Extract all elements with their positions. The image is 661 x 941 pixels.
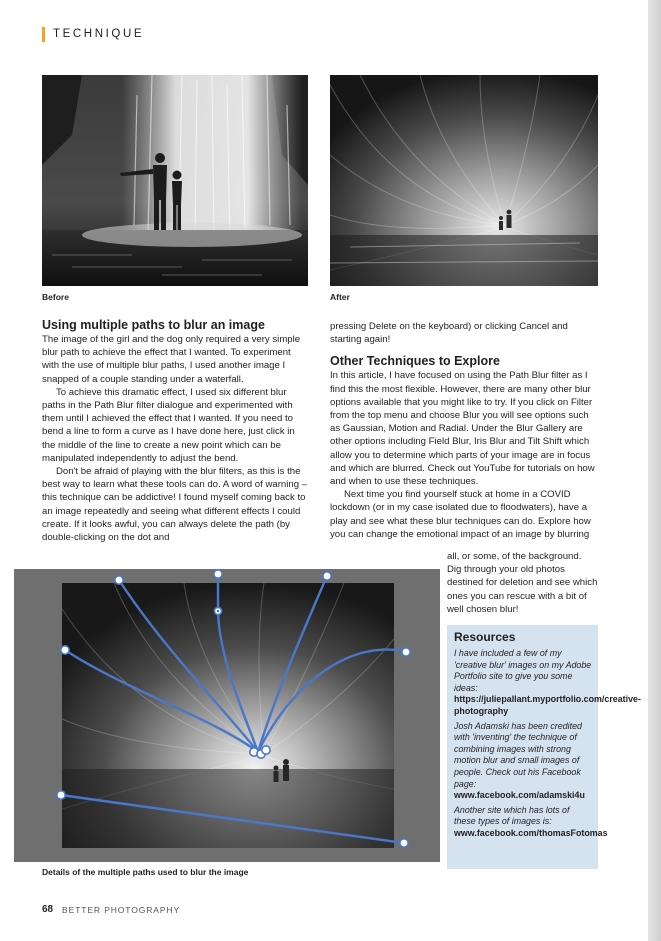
left-paragraph-3: Don't be afraid of playing with the blur filters, as this is the best way to learn what these tools can do. A word of warning – this technique can be addictive! I found myself coming back to an image repeatedly and seeing what different effects I could create. If it looks awful, you can always delete the path (by double-clicking on the dot and <box>42 466 308 544</box>
before-caption: Before <box>42 292 69 302</box>
right-column <box>330 320 598 541</box>
resources-item-thomas: Another site which has lots of these types of images is: www.facebook.com/thomasFotomas <box>454 804 608 838</box>
right-column-continued <box>447 550 598 616</box>
resources-item-portfolio: I have included a few of my 'creative blur' images on my Adobe Portfolio site to give you some ideas: https://juliepallant.myportfolio.com/creative-photography <box>454 648 641 716</box>
left-column <box>42 318 308 544</box>
left-paragraph-2: To achieve this dramatic effect, I used six different blur paths in the Path Blur filter dialogue and experimented with them until I achieved the effect that I wanted. If you need to bend a line to form a curve as I have done here, just click in the middle of the line to create a new point which can be manipulated independently to adjust the bend. <box>42 386 295 464</box>
thomas-link[interactable]: www.facebook.com/thomasFotomas <box>454 827 608 838</box>
left-paragraph-1: The image of the girl and the dog only required a very simple blur path to achieve the effect that I wanted. To experiment with the use of multiple blur paths, I used another image I snapped of a couple standing under a waterfall. <box>42 334 301 385</box>
adamski-link[interactable]: www.facebook.com/adamski4u <box>454 790 585 801</box>
details-photo <box>14 569 440 862</box>
resources-title: Resources <box>454 630 516 644</box>
right-paragraph-0: pressing Delete on the keyboard) or clicking Cancel and starting again! <box>330 321 568 346</box>
magazine-name: BETTER PHOTOGRAPHY <box>62 905 181 915</box>
after-caption: After <box>330 292 350 302</box>
section-accent-bar <box>42 27 45 42</box>
resources-item-adamski: Josh Adamski has been credited with 'inventing' the technique of combining images with strong motion blur and small images of people. Check out his Facebook page: www.facebook.com/adamski4u <box>454 720 585 801</box>
resources-box <box>447 625 641 869</box>
right-paragraph-1: In this article, I have focused on using the Path Blur filter as I find this the most flexible. However, there are many other blur options available that you might like to try. If you click on Filter from the top menu and choose Blur you will see options such as Gaussian, Motion and Radial. Under the Blur Gallery are other options including Field Blur, Iris Blur and Tilt Shift which allow you to determine which parts of your image are in focus and which are blurred. Check out YouTube for tutorials on how and when to use these techniques. <box>330 370 595 488</box>
page-number: 68 <box>42 904 54 915</box>
page-edge-shadow <box>648 0 661 941</box>
section-title: TECHNIQUE <box>53 28 145 40</box>
before-photo <box>42 75 308 286</box>
heading-other-techniques: Other Techniques to Explore <box>330 354 500 369</box>
details-caption: Details of the multiple paths used to blur the image <box>42 867 249 877</box>
right-paragraph-2: Next time you find yourself stuck at home in a COVID lockdown (or in my case isolated due to floodwaters), have a play and see what these blur techniques can do. Explore how you can change the emotional impact of an image by blurring <box>330 489 591 540</box>
heading-multiple-paths: Using multiple paths to blur an image <box>42 318 265 332</box>
after-photo <box>330 75 598 286</box>
portfolio-link[interactable]: https://juliepallant.myportfolio.com/creative-photography <box>454 694 641 716</box>
right-paragraph-2-continued: all, or some, of the background. Dig through your old photos destined for deletion and see which ones you can rescue with a bit of well chosen blur! <box>447 551 598 615</box>
